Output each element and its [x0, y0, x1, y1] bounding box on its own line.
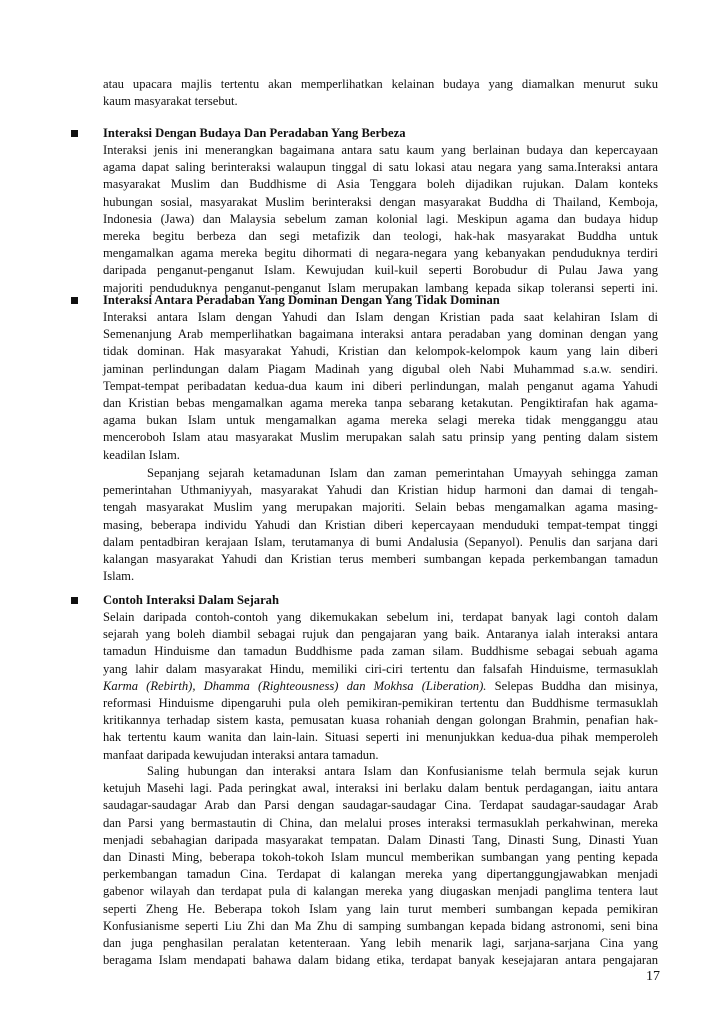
bullet-icon — [71, 130, 78, 137]
text-line: tengah masyarakat Muslim yang merupakan majoriti. Selain bebas mengamalkan agama masing- — [103, 500, 658, 515]
bullet-icon — [71, 597, 78, 604]
text-line: atau upacara majlis tertentu akan memperlihatkan kelainan budaya yang diamalkan menurut suku — [103, 77, 658, 91]
text-line: Interaksi jenis ini menerangkan bagaimana antara satu kaum yang berlainan budaya dan kepercayaan — [103, 143, 658, 157]
text-line: masyarakat Muslim dan Buddhisme di Asia Tenggara boleh dijadikan rujukan. Dalam konteks — [103, 177, 658, 192]
text-line: menceroboh Islam atau masyarakat Muslim merupakan salah satu prinsip yang penting dalam sistem — [103, 430, 658, 445]
text-line: keadilan Islam. — [103, 447, 180, 462]
text-line: beragama Islam mendapati bahawa dalam bidang etika, terdapat banyak kesejajaran antara pengajaran — [103, 953, 658, 968]
text-line: sejarah yang boleh diambil sebagai rujuk dan pengajaran yang baik. Antaranya ialah interaksi antara — [103, 627, 658, 642]
text-line: kalangan masyarakat Yahudi dan Kristian terus memberi sumbangan kepada perkembangan tamadun — [103, 552, 658, 567]
text-line: pemerintahan Uthmaniyyah, masyarakat Yahudi dan Kristian hidup harmoni dan damai di tengah- — [103, 483, 658, 498]
section-3-paragraph-1 — [103, 609, 658, 764]
text-line: jaminan perlindungan dalam Piagam Madinah yang digubal oleh Nabi Muhammad s.a.w. sendiri. — [103, 361, 658, 376]
text-line: agama bukan Islam untuk mengamalkan agama mereka selagi mereka tidak mengganggu atau — [103, 413, 658, 428]
text-line: ketujuh Masehi lagi. Pada peringkat awal, interaksi ini berlaku dalam bentuk perdagangan, iaitu antara — [103, 781, 658, 796]
text-line: agama dapat saling berinteraksi walaupun tinggal di satu lokasi atau negara yang sama.Interaksi antara — [103, 160, 658, 175]
text-line: mereka begitu berbeza dan segi metafizik dan teologi, hak-hak masyarakat Buddha untuk — [103, 229, 658, 244]
text-line: tidak dominan. Hak masyarakat Yahudi, Kristian dan kelompok-kelompok kaum yang lain diberi — [103, 344, 658, 359]
text-line: Interaksi antara Islam dengan Yahudi dan Islam dengan Kristian pada saat kelahiran Islam di — [103, 310, 658, 324]
intro-paragraph — [103, 76, 658, 110]
text-line: gabenor wilayah dan terdapat pula di kalangan mereka yang diugaskan menjadi panglima tentera laut — [103, 884, 658, 899]
text-line: dan Parsi yang bermastautin di China, dan melalui proses interaksi termasuklah perkahwinan, mereka — [103, 815, 658, 830]
text-line: Konfusianisme seperti Liu Zhi dan Ma Zhu di samping sumbangan kepada bidang astronomi, seni bina — [103, 918, 658, 933]
text-line: Selain daripada contoh-contoh yang dikemukakan sebelum ini, terdapat banyak lagi contoh dalam — [103, 610, 658, 624]
text-line: Islam. — [103, 569, 135, 584]
text-line: menjadi sebahagian daripada masyarakat tempatan. Dalam Dinasti Tang, Dinasti Sung, Dinasti Yuan — [103, 832, 658, 847]
text-line: Saling hubungan dan interaksi antara Islam dan Konfusianisme telah bermula sejak kurun — [147, 764, 658, 778]
section-1-paragraph — [103, 142, 658, 297]
text-line: kaum masyarakat tersebut. — [103, 94, 238, 109]
text-line: dalam pentadbiran kerajaan Islam, terutamanya di bumi Andalusia (Sepanyol). Penulis dan sarjana dari — [103, 534, 658, 549]
bullet-icon — [71, 297, 78, 304]
text-line: kritikannya terhadap sistem kasta, pemusatan kuasa rohaniah dengan golongan Brahmin, penafian hak- — [103, 713, 658, 728]
text-line: majoriti penduduknya penganut-penganut Islam merupakan lambang kepada sikap toleransi seperti ini. — [103, 280, 658, 295]
italic-term: Karma (Rebirth), Dhamma (Righteousness) dan Mokhsa (Liberation). — [103, 678, 487, 693]
text-line: Sepanjang sejarah ketamadunan Islam dan zaman pemerintahan Umayyah sehingga zaman — [147, 466, 658, 480]
text-line: dan Dinasti Ming, beberapa tokoh-tokoh Islam muncul memberikan sumbangan yang penting kepada — [103, 850, 658, 865]
text-line: masing, beberapa individu Yahudi dan Kristian diberi kepercayaan menduduki tempat-tempat tinggi — [103, 517, 658, 532]
text-line: seperti Zheng He. Beberapa tokoh Islam yang lain turut memberi sumbangan kepada pemikiran — [103, 901, 658, 916]
text-line: mengamalkan agama mereka begitu dihormati di negara-negara yang kebanyakan penduduknya terdiri — [103, 246, 658, 261]
section-2-paragraph-1 — [103, 309, 658, 464]
text-line: dan Kristian bebas mengamalkan agama mereka tanpa sebarang ketakutan. Pengiktirafan hak agama- — [103, 396, 658, 411]
text-line: reformasi Hinduisme dipengaruhi pula oleh pemikiran-pemikiran tertentu dan Buddhisme termasuklah — [103, 696, 658, 711]
text-line: Tempat-tempat peribadatan kedua-dua kaum ini diberi perlindungan, malah penganut agama Yahudi — [103, 378, 658, 393]
section-3-paragraph-2 — [103, 763, 658, 969]
section-2-paragraph-2 — [103, 465, 658, 585]
text-line: hak tertentu kaum wanita dan lain-lain. Situasi seperti ini menunjukkan kedua-dua pihak memperoleh — [103, 730, 658, 745]
text-line: perkembangan tamadun Cina. Terdapat di kalangan mereka yang dipertanggungjawabkan menjadi — [103, 867, 658, 882]
text-line: Indonesia (Jawa) dan Malaysia sebelum zaman kolonial lagi. Meskipun agama dan budaya hidup — [103, 211, 658, 226]
text-fragment: Selepas Buddha dan misinya, — [486, 678, 659, 693]
text-line: daripada penganut-penganut Islam. Kewujudan kuil-kuil seperti Borobudur di Pulau Jawa yang — [103, 263, 658, 278]
text-line-mixed — [103, 678, 658, 695]
text-line: hubungan sosial, masyarakat Muslim berinteraksi dengan masyarakat Buddha di Thailand, Kemboja, — [103, 194, 658, 209]
text-line: yang lahir dalam masyarakat Hindu, memiliki ciri-ciri tertentu dan falsafah Hinduisme, termasuklah — [103, 661, 658, 676]
section-heading: Contoh Interaksi Dalam Sejarah — [103, 593, 279, 607]
section-heading: Interaksi Antara Peradaban Yang Dominan Dengan Yang Tidak Dominan — [103, 293, 500, 307]
text-line: tamadun Hinduisme dan tamadun Buddhisme pada zaman silam. Buddhisme sebagai sebuah agama — [103, 644, 658, 659]
page-number: 17 — [646, 969, 660, 984]
text-line: saudagar-saudagar Arab dan Parsi dengan saudagar-saudagar Cina. Terdapat saudagar-saudagar Arab — [103, 798, 658, 813]
text-line: Semenanjung Arab memperlihatkan bagaimana interaksi antara peradaban yang dominan dengan yang — [103, 327, 658, 342]
text-line: dan juga penghasilan peralatan ketenteraan. Yang lebih menarik lagi, sarjana-sarjana Cina yang — [103, 936, 658, 951]
text-line: manfaat daripada kewujudan interaksi antara tamadun. — [103, 747, 379, 762]
section-heading: Interaksi Dengan Budaya Dan Peradaban Yang Berbeza — [103, 126, 406, 140]
